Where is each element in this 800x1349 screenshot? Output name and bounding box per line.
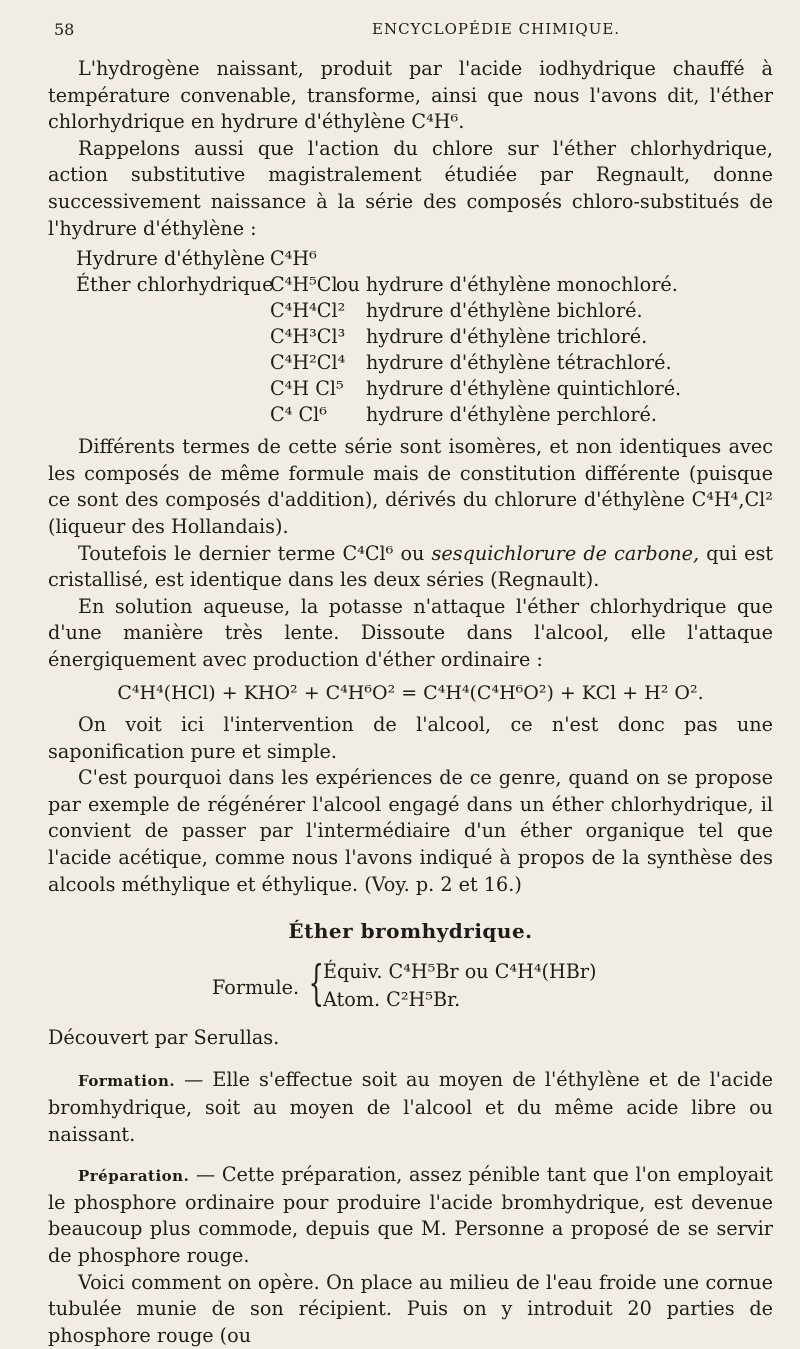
series-formula: C⁴H⁴Cl² — [270, 299, 346, 323]
paragraph-voici: Voici comment on opère. On place au milieu de l'eau froide une cornue tubulée munie de son récipient. Puis on y introduit 20 parties de phosphore rouge (ou — [48, 1270, 773, 1347]
formula-atom: Atom. C²H⁵Br. — [323, 987, 461, 1011]
chemical-equation: C⁴H⁴(HCl) + KHO² + C⁴H⁶O² = C⁴H⁴(C⁴H⁶O²) + KCl + H² O². — [117, 681, 704, 704]
paragraph-toutefois — [48, 541, 773, 594]
series-formula: C⁴H⁵Cl — [270, 273, 338, 297]
spacer — [48, 1148, 773, 1162]
formation-text: — Elle s'effectue soit au moyen de l'éthylène et de l'acide bromhydrique, soit au moyen de l'alcool et du même acide libre ou naissant. — [48, 1068, 773, 1146]
page-header — [54, 20, 780, 46]
text-span: qui est cristallisé, est identique dans les deux séries (Regnault). — [48, 541, 774, 592]
series-formula: C⁴H³Cl³ — [270, 325, 346, 349]
paragraph-potasse: En solution aqueuse, la potasse n'attaque l'éther chlorhydrique que d'une manière très lente. Dissoute dans l'alcool, elle l'attaque énergiquement avec production d'éther ordinaire : — [48, 594, 773, 671]
brace-glyph: { — [308, 954, 324, 1011]
discovered-by: Découvert par Serullas. — [48, 1025, 280, 1049]
page-number: 58 — [54, 20, 75, 39]
running-title: ENCYCLOPÉDIE CHIMIQUE. — [372, 20, 621, 38]
series-formula: C⁴H⁶ — [270, 247, 317, 271]
series-name: Hydrure d'éthylène — [76, 247, 266, 271]
chloro-series-table — [48, 246, 773, 434]
formula-block — [48, 954, 773, 1021]
preparation-label: Préparation. — [78, 1167, 190, 1186]
formula-label: Formule. — [212, 975, 300, 999]
paragraph-preparation — [48, 1162, 773, 1269]
series-desc: hydrure d'éthylène trichloré. — [366, 325, 648, 349]
page-body — [48, 56, 773, 1349]
series-formula: C⁴H²Cl⁴ — [270, 351, 346, 375]
formula-equiv: Équiv. C⁴H⁵Br ou C⁴H⁴(HBr) — [323, 959, 597, 983]
paragraph-chlore: Rappelons aussi que l'action du chlore sur l'éther chlorhydrique, action substitutive magistralement étudiée par Regnault, donne successivement naissance à la série des composés chloro-substitués de l'hydrure d'éthylène : — [48, 136, 773, 240]
paragraph-formation — [48, 1067, 773, 1148]
section-heading: Éther bromhydrique. — [288, 919, 533, 944]
italic-term: sesquichlorure de carbone, — [431, 541, 700, 565]
spacer — [48, 1051, 773, 1067]
series-desc: hydrure d'éthylène bichloré. — [366, 299, 643, 323]
series-formula: C⁴ Cl⁶ — [270, 403, 327, 427]
text-span: Toutefois le dernier terme C⁴Cl⁶ ou — [78, 541, 432, 565]
series-desc: hydrure d'éthylène perchloré. — [366, 403, 657, 427]
series-formula: C⁴H Cl⁵ — [270, 377, 344, 401]
series-desc: hydrure d'éthylène tétrachloré. — [366, 351, 672, 375]
series-desc: ou hydrure d'éthylène monochloré. — [336, 273, 678, 297]
paragraph-pourquoi: C'est pourquoi dans les expériences de ce genre, quand on se propose par exemple de régénérer l'alcool engagé dans un éther chlorhydrique, il convient de passer par l'intermédiaire d'un éther organique tel que l'acide acétique, comme nous l'avons indiqué à propos de la synthèse des alcools méthylique et éthylique. (Voy. p. 2 et 16.) — [48, 766, 773, 896]
series-name: Éther chlorhydrique — [76, 273, 274, 297]
paragraph-intervention: On voit ici l'intervention de l'alcool, ce n'est donc pas une saponification pure et simple. — [48, 713, 773, 763]
preparation-text: — Cette préparation, assez pénible tant que l'on employait le phosphore ordinaire pour produire l'acide bromhydrique, est devenue beaucoup plus commode, depuis que M. Personne a proposé de se servir de phosphore rouge. — [48, 1163, 773, 1267]
formation-label: Formation. — [78, 1072, 176, 1091]
paragraph-isomeres: Différents termes de cette série sont isomères, et non identiques avec les composés de même formule mais de constitution différente (puisque ce sont des composés d'addition), dérivés du chlorure d'éthylène C⁴H⁴,Cl² (liqueur des Hollandais). — [48, 435, 773, 538]
series-desc: hydrure d'éthylène quintichloré. — [366, 377, 682, 401]
paragraph-hydrogen: L'hydrogène naissant, produit par l'acide iodhydrique chauffé à température convenable, transforme, ainsi que nous l'avons dit, l'éther chlorhydrique en hydrure d'éthylène C⁴H⁶. — [48, 57, 773, 134]
